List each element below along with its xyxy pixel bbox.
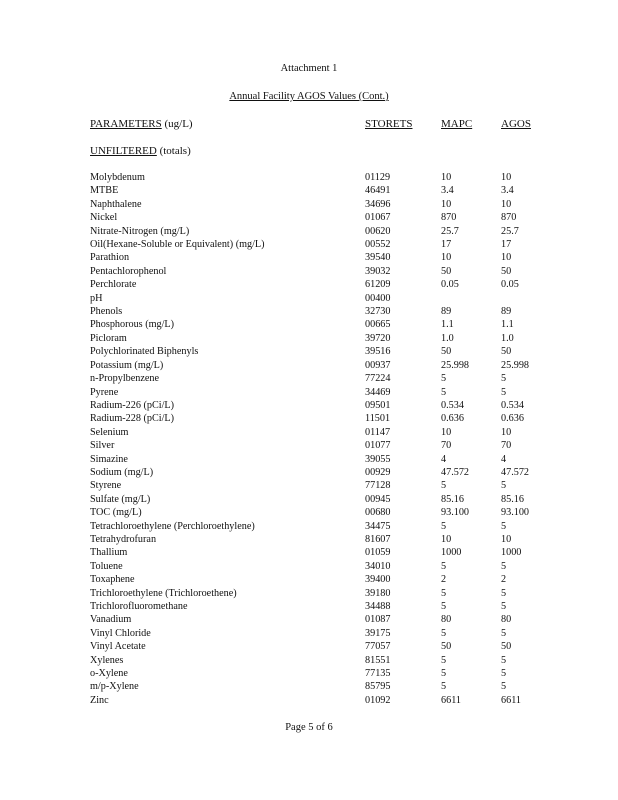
table-row	[0, 573, 618, 586]
cell-storet: 01129	[365, 172, 391, 183]
table-row	[0, 587, 618, 600]
table-row	[0, 640, 618, 653]
page-number: Page 5 of 6	[285, 722, 333, 733]
cell-storet: 00665	[365, 319, 391, 331]
table-row	[0, 171, 618, 184]
cell-agos: 5	[501, 520, 507, 532]
cell-name: Sulfate (mg/L)	[90, 493, 151, 505]
cell-name: Tetrahydrofuran	[90, 533, 157, 545]
table-row	[0, 654, 618, 667]
cell-agos: 5	[501, 627, 507, 639]
cell-mapc: 47.572	[441, 466, 470, 478]
cell-storet: 39400	[365, 574, 391, 586]
cell-storet: 11501	[365, 413, 391, 425]
cell-agos: 5	[501, 373, 507, 385]
cell-mapc: 3.4	[441, 185, 454, 197]
cell-name: Sodium (mg/L)	[90, 466, 154, 478]
cell-agos: 2	[501, 574, 507, 586]
cell-agos: 1.0	[501, 332, 514, 344]
table-row	[0, 251, 618, 264]
cell-name: Vinyl Chloride	[90, 627, 151, 639]
column-header-parameters-unit: (ug/L)	[161, 118, 193, 130]
cell-storet: 39516	[365, 346, 391, 358]
cell-storet: 34696	[365, 198, 391, 210]
parameter-table	[0, 171, 618, 707]
cell-name: pH	[90, 292, 103, 304]
cell-name: Tetrachloroethylene (Perchloroethylene)	[90, 520, 255, 532]
cell-agos: 50	[501, 641, 512, 653]
table-row	[0, 560, 618, 573]
cell-mapc: 6611	[441, 694, 461, 706]
cell-mapc: 5	[441, 520, 447, 532]
cell-mapc: 10	[441, 426, 452, 438]
cell-mapc: 25.7	[441, 225, 459, 237]
cell-mapc: 1.1	[441, 319, 454, 331]
table-row	[0, 533, 618, 546]
table-row	[0, 453, 618, 466]
table-row	[0, 292, 618, 305]
cell-storet: 77057	[365, 641, 391, 653]
cell-storet: 39175	[365, 627, 391, 639]
table-row	[0, 318, 618, 331]
table-row	[0, 359, 618, 372]
cell-storet: 32730	[365, 306, 391, 318]
table-row	[0, 345, 618, 358]
cell-agos: 17	[501, 239, 512, 251]
cell-mapc: 5	[441, 601, 447, 612]
table-row	[0, 613, 618, 626]
cell-agos: 93.100	[501, 507, 530, 519]
table-row	[0, 439, 618, 452]
cell-name: Selenium	[90, 426, 129, 438]
cell-mapc: 10	[441, 252, 452, 264]
cell-mapc: 25.998	[441, 359, 470, 371]
cell-storet: 00620	[365, 225, 391, 237]
table-row	[0, 372, 618, 385]
cell-name: Trichlorofluoromethane	[90, 601, 188, 612]
cell-mapc: 4	[441, 453, 447, 465]
table-row	[0, 332, 618, 345]
cell-name: Silver	[90, 440, 115, 452]
cell-mapc: 0.05	[441, 279, 459, 291]
cell-storet: 85795	[365, 681, 391, 693]
cell-name: Thallium	[90, 547, 128, 559]
cell-storet: 39540	[365, 252, 391, 264]
table-row	[0, 506, 618, 519]
cell-agos: 870	[501, 212, 517, 224]
cell-agos: 5	[501, 601, 507, 612]
cell-name: Simazine	[90, 453, 128, 465]
cell-name: Vanadium	[90, 614, 132, 626]
cell-agos: 10	[501, 426, 512, 438]
cell-name: Radium-226 (pCi/L)	[90, 399, 175, 411]
column-header-mapc: MAPC	[441, 118, 473, 130]
cell-agos: 25.998	[501, 359, 530, 371]
cell-storet: 01059	[365, 547, 391, 559]
cell-name: Molybdenum	[90, 172, 145, 183]
table-row	[0, 520, 618, 533]
table-row	[0, 238, 618, 251]
cell-storet: 00929	[365, 466, 391, 478]
cell-storet: 39032	[365, 265, 391, 277]
table-row	[0, 305, 618, 318]
cell-name: Picloram	[90, 332, 127, 344]
cell-mapc: 50	[441, 265, 452, 277]
cell-mapc: 70	[441, 440, 452, 452]
table-row	[0, 426, 618, 439]
cell-name: Trichloroethylene (Trichloroethene)	[90, 587, 237, 599]
cell-storet: 61209	[365, 279, 391, 291]
table-row	[0, 399, 618, 412]
table-row	[0, 265, 618, 278]
table-row	[0, 184, 618, 197]
table-row	[0, 694, 618, 707]
cell-storet: 01092	[365, 694, 391, 706]
cell-storet: 77224	[365, 373, 391, 385]
cell-storet: 01147	[365, 426, 391, 438]
cell-agos: 10	[501, 198, 512, 210]
cell-agos: 89	[501, 306, 512, 318]
page-title-text: Annual Facility AGOS Values (Cont.)	[229, 91, 389, 102]
table-row	[0, 386, 618, 399]
cell-storet: 01067	[365, 212, 391, 224]
cell-storet: 00680	[365, 507, 391, 519]
cell-name: Nickel	[90, 212, 118, 224]
cell-mapc: 50	[441, 641, 452, 653]
cell-mapc: 5	[441, 560, 447, 572]
cell-name: Oil(Hexane-Soluble or Equivalent) (mg/L)	[90, 239, 265, 251]
cell-agos: 5	[501, 560, 507, 572]
cell-name: Zinc	[90, 694, 109, 706]
cell-agos: 5	[501, 681, 507, 693]
cell-name: Pentachlorophenol	[90, 265, 167, 277]
cell-agos: 0.05	[501, 279, 519, 291]
cell-name: Perchlorate	[90, 279, 137, 291]
cell-storet: 46491	[365, 185, 391, 197]
cell-storet: 39180	[365, 587, 391, 599]
section-heading-main: UNFILTERED	[90, 145, 157, 157]
column-header-parameters-main: PARAMETERS	[90, 118, 162, 130]
cell-agos: 3.4	[501, 185, 514, 197]
cell-storet: 00945	[365, 493, 391, 505]
cell-mapc: 17	[441, 239, 452, 251]
cell-mapc: 5	[441, 386, 447, 398]
cell-agos: 5	[501, 480, 507, 492]
column-header-agos: AGOS	[501, 118, 531, 130]
cell-name: Radium-228 (pCi/L)	[90, 413, 175, 425]
cell-name: o-Xylene	[90, 668, 128, 680]
cell-storet: 34010	[365, 560, 391, 572]
attachment-label: Attachment 1	[280, 63, 338, 74]
cell-mapc: 5	[441, 373, 447, 385]
cell-mapc: 1.0	[441, 332, 454, 344]
cell-name: Phosphorous (mg/L)	[90, 319, 175, 331]
cell-storet: 01077	[365, 440, 391, 452]
cell-mapc: 85.16	[441, 493, 464, 505]
cell-mapc: 5	[441, 668, 447, 680]
table-row	[0, 225, 618, 238]
section-heading-sub: (totals)	[156, 145, 191, 157]
page-title	[0, 91, 618, 102]
cell-storet: 77128	[365, 480, 391, 492]
cell-agos: 5	[501, 587, 507, 599]
cell-agos: 50	[501, 346, 512, 358]
table-row	[0, 667, 618, 680]
table-row	[0, 493, 618, 506]
cell-agos: 5	[501, 668, 507, 680]
cell-mapc: 5	[441, 480, 447, 492]
cell-storet: 00552	[365, 239, 391, 251]
cell-storet: 00937	[365, 359, 391, 371]
table-row	[0, 412, 618, 425]
column-header-storets: STORETS	[365, 118, 413, 130]
table-row	[0, 466, 618, 479]
cell-agos: 85.16	[501, 493, 524, 505]
cell-storet: 34475	[365, 520, 391, 532]
cell-name: Toluene	[90, 560, 123, 572]
table-row	[0, 211, 618, 224]
cell-name: MTBE	[90, 185, 119, 197]
cell-agos: 25.7	[501, 225, 519, 237]
table-row	[0, 680, 618, 693]
cell-mapc: 10	[441, 198, 452, 210]
cell-storet: 09501	[365, 399, 391, 411]
cell-mapc: 10	[441, 533, 452, 545]
table-row	[0, 627, 618, 640]
cell-mapc: 5	[441, 587, 447, 599]
cell-storet: 34469	[365, 386, 391, 398]
cell-storet: 77135	[365, 668, 391, 680]
cell-mapc: 1000	[441, 547, 462, 559]
cell-agos: 0.534	[501, 399, 524, 411]
cell-storet: 34488	[365, 601, 391, 612]
cell-agos: 0.636	[501, 413, 524, 425]
cell-agos: 10	[501, 252, 512, 264]
cell-name: Potassium (mg/L)	[90, 359, 164, 371]
cell-agos: 70	[501, 440, 512, 452]
table-row	[0, 479, 618, 492]
cell-agos: 50	[501, 265, 512, 277]
cell-mapc: 89	[441, 306, 452, 318]
cell-storet: 39055	[365, 453, 391, 465]
cell-name: Polychlorinated Biphenyls	[90, 346, 199, 358]
cell-name: n-Propylbenzene	[90, 373, 160, 385]
cell-agos: 10	[501, 533, 512, 545]
cell-name: Xylenes	[90, 654, 124, 666]
cell-storet: 00400	[365, 292, 391, 304]
cell-agos: 1.1	[501, 319, 514, 331]
cell-agos: 47.572	[501, 466, 530, 478]
cell-mapc: 5	[441, 627, 447, 639]
cell-agos: 6611	[501, 694, 521, 706]
section-heading	[90, 145, 191, 157]
cell-agos: 1000	[501, 547, 522, 559]
cell-mapc: 80	[441, 614, 452, 626]
cell-mapc: 50	[441, 346, 452, 358]
cell-storet: 81607	[365, 533, 391, 545]
table-row	[0, 278, 618, 291]
cell-mapc: 93.100	[441, 507, 470, 519]
cell-name: Pyrene	[90, 386, 119, 398]
column-header-parameters	[90, 118, 193, 130]
cell-storet: 01087	[365, 614, 391, 626]
cell-agos: 4	[501, 453, 507, 465]
cell-mapc: 0.534	[441, 399, 464, 411]
cell-storet: 39720	[365, 332, 391, 344]
cell-name: Toxaphene	[90, 574, 135, 586]
cell-mapc: 10	[441, 172, 452, 183]
cell-name: Parathion	[90, 252, 130, 264]
cell-mapc: 5	[441, 654, 447, 666]
cell-agos: 5	[501, 386, 507, 398]
table-row	[0, 546, 618, 559]
cell-name: Phenols	[90, 306, 123, 318]
cell-mapc: 870	[441, 212, 457, 224]
cell-name: TOC (mg/L)	[90, 507, 142, 519]
cell-mapc: 2	[441, 574, 447, 586]
table-row	[0, 198, 618, 211]
cell-storet: 81551	[365, 654, 391, 666]
cell-name: Styrene	[90, 480, 122, 492]
cell-name: Vinyl Acetate	[90, 641, 146, 653]
cell-agos: 80	[501, 614, 512, 626]
cell-name: Nitrate-Nitrogen (mg/L)	[90, 225, 190, 237]
cell-agos: 5	[501, 654, 507, 666]
table-row	[0, 600, 618, 613]
cell-mapc: 0.636	[441, 413, 464, 425]
cell-agos: 10	[501, 172, 512, 183]
cell-mapc: 5	[441, 681, 447, 693]
cell-name: m/p-Xylene	[90, 681, 139, 693]
cell-name: Naphthalene	[90, 198, 142, 210]
